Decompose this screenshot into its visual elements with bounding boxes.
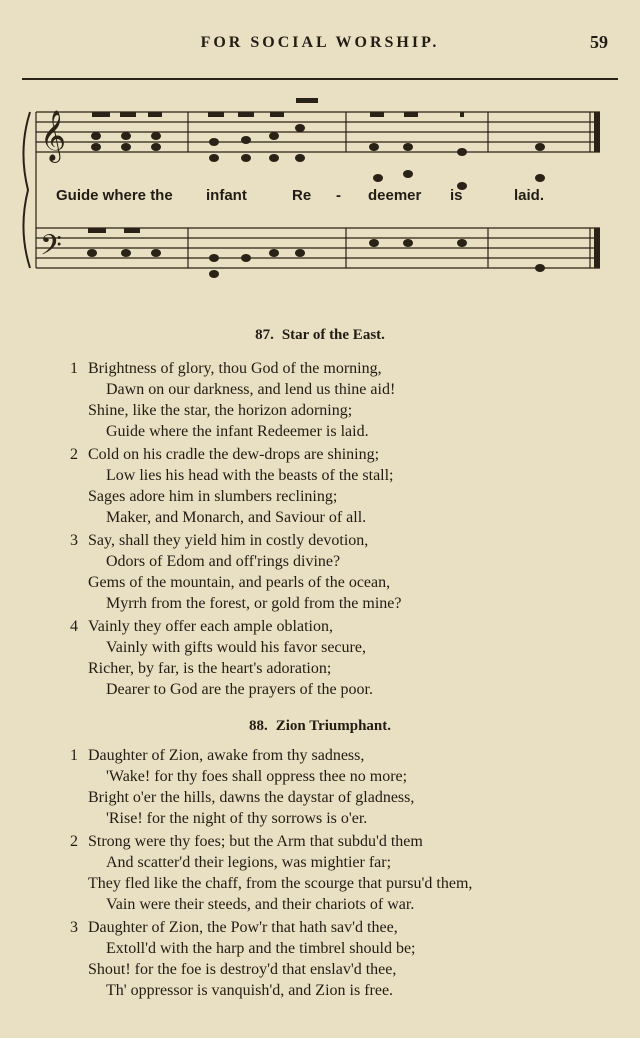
verse-line: Gems of the mountain, and pearls of the ocean, [88, 574, 391, 591]
verse-line: Vainly they offer each ample oblation, [88, 618, 333, 635]
hymn-heading [0, 718, 640, 735]
verse-line: Sages adore him in slumbers reclining; [88, 488, 338, 505]
music-lyric: - [336, 187, 341, 204]
music-lyric: deemer [368, 187, 422, 204]
verse-line: Bright o'er the hills, dawns the daystar of gladness, [88, 789, 415, 806]
verse-line: Vainly with gifts would his favor secure, [106, 639, 366, 656]
stanza-number: 4 [70, 618, 78, 635]
music-lyric: infant [206, 187, 247, 204]
verse-line: Myrrh from the forest, or gold from the mine? [106, 595, 402, 612]
verse-line: Daughter of Zion, the Pow'r that hath sav'd thee, [88, 919, 398, 936]
music-lyric: Guide where the [56, 187, 173, 204]
stanza-number: 3 [70, 919, 78, 936]
verse-line: Strong were thy foes; but the Arm that subdu'd them [88, 833, 423, 850]
verse-line: Say, shall they yield him in costly devotion, [88, 532, 369, 549]
stanza-number: 2 [70, 833, 78, 850]
verse-line: Dawn on our darkness, and lend us thine aid! [106, 381, 396, 398]
stanza-number: 1 [70, 747, 78, 764]
verse-line: Maker, and Monarch, and Saviour of all. [106, 509, 367, 526]
verse-line: They fled like the chaff, from the scourge that pursu'd them, [88, 875, 473, 892]
verse-line: Shine, like the star, the horizon adorning; [88, 402, 353, 419]
running-head: FOR SOCIAL WORSHIP. [200, 34, 440, 51]
stanza-number: 2 [70, 446, 78, 463]
verse-line: Th' oppressor is vanquish'd, and Zion is free. [106, 982, 394, 999]
verse-line: 'Rise! for the night of thy sorrows is o'er. [106, 810, 368, 827]
verse-line: Dearer to God are the prayers of the poor. [106, 681, 373, 698]
page-number: 59 [590, 32, 608, 52]
verse-line: Daughter of Zion, awake from thy sadness, [88, 747, 365, 764]
verse-line: Extoll'd with the harp and the timbrel should be; [106, 940, 416, 957]
music-lyric: is [450, 187, 463, 204]
hymn-heading [0, 327, 640, 344]
stanza-number: 1 [70, 360, 78, 377]
svg-text:𝄞: 𝄞 [40, 110, 67, 161]
hymn-title: Zion Triumphant. [275, 718, 392, 734]
verse-line: Shout! for the foe is destroy'd that enslav'd thee, [88, 961, 397, 978]
verse-line: Richer, by far, is the heart's adoration; [88, 660, 332, 677]
header-rule [22, 78, 618, 80]
verse-line: 'Wake! for thy foes shall oppress thee no more; [106, 768, 408, 785]
verse-line: Cold on his cradle the dew-drops are shining; [88, 446, 380, 463]
hymn-number: 88. [248, 718, 268, 734]
verse-line: Low lies his head with the beasts of the stall; [106, 467, 394, 484]
verse-line: And scatter'd their legions, was mightier far; [106, 854, 392, 871]
music-lyric: Re [292, 187, 312, 204]
stanza-number: 3 [70, 532, 78, 549]
hymn-title: Star of the East. [281, 327, 385, 343]
verse-line: Brightness of glory, thou God of the morning, [88, 360, 382, 377]
verse-line: Guide where the infant Redeemer is laid. [106, 423, 369, 440]
verse-line: Odors of Edom and off'rings divine? [106, 553, 341, 570]
verse-line: Vain were their steeds, and their chariots of war. [106, 896, 415, 913]
music-lyric: laid. [514, 187, 545, 204]
svg-text:𝄢: 𝄢 [40, 229, 62, 269]
hymn-number: 87. [255, 327, 274, 343]
